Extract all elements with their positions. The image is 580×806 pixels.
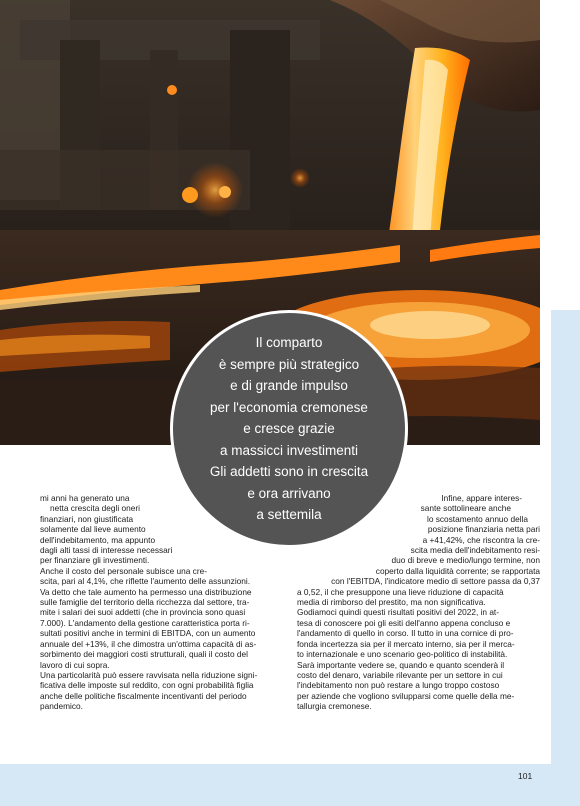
right-text-column: [297, 493, 540, 712]
body-text-line: netta crescita degli oneri: [50, 503, 140, 514]
body-text-line: Va detto che tale aumento ha permesso una distribuzione: [40, 586, 252, 597]
body-text-line: pandemico.: [40, 701, 83, 712]
body-text-line: Godiamoci quindi questi risultati positivi del 2022, in at-: [297, 607, 499, 618]
left-text-column: [40, 493, 275, 712]
body-text-line: l'indebitamento non può restare a lungo troppo costoso: [297, 680, 500, 691]
body-text-line: con l'EBITDA, l'indicatore medio di settore passa da 0,37: [331, 576, 540, 587]
body-text-line: fonda incertezza sia per il mercato interno, sia per il merca-: [297, 638, 515, 649]
body-text-line: l'andamento di quello in corso. Il tutto in una cornice di pro-: [297, 628, 514, 639]
body-text-line: per finanziare gli investimenti.: [40, 555, 150, 566]
body-text-line: media di rimborso del prestito, ma non significativa.: [297, 597, 486, 608]
headline-line: Il comparto: [255, 335, 323, 351]
body-text-line: mite i salari dei suoi addetti (che in provincia sono quasi: [40, 607, 246, 618]
body-text-line: a +41,42%, che riscontra la cre-: [422, 534, 540, 545]
body-text-line: mi anni ha generato una: [40, 493, 130, 503]
body-text-line: finanziari, non giustificata: [40, 513, 134, 524]
body-text-line: scita, pari al 4,1%, che riflette l'aumento delle assunzioni.: [40, 576, 251, 587]
body-text-line: sante sottolineare anche: [420, 503, 511, 514]
side-color-band: [551, 310, 580, 806]
headline-line: e cresce grazie: [243, 421, 335, 437]
body-text-line: solamente dal lieve aumento: [40, 524, 146, 535]
headline-line: e ora arrivano: [247, 485, 331, 501]
body-text-line: posizione finanziaria netta pari: [427, 524, 540, 535]
body-text-line: Infine, appare interes-: [441, 493, 522, 503]
headline-line: è sempre più strategico: [218, 356, 360, 372]
body-text-line: a 0,52, il che presuppone una lieve riduzione di capacità: [297, 586, 504, 597]
bottom-color-band: [0, 764, 580, 806]
body-text-line: to internazionale e uno scenario geo-politico di instabilità.: [297, 649, 508, 660]
body-text-line: lavoro di cui sopra.: [40, 659, 110, 670]
headline-line: Gli addetti sono in crescita: [209, 464, 369, 480]
headline-line: e di grande impulso: [230, 378, 348, 394]
body-text-line: tesa di conoscere poi gli esiti dell'anno appena concluso e: [297, 617, 511, 628]
body-text-line: per aziende che vogliono svilupparsi come quelle della me-: [297, 690, 515, 701]
body-text-line: lo scostamento annuo della: [426, 513, 528, 524]
body-text-line: dagli alti tassi di interesse necessari: [40, 545, 173, 556]
body-text-line: sorbimento dei maggiori costi strutturali, quali il costo del: [40, 649, 248, 660]
headline-line: per l'economia cremonese: [210, 399, 368, 415]
body-text-line: Una particolarità può essere ravvisata nella riduzione signi-: [40, 669, 258, 680]
body-text-line: anche delle politiche fiscalmente incentivanti del periodo: [40, 690, 247, 701]
body-text-line: ficativa delle imposte sul reddito, con ogni probabilità figlia: [40, 680, 254, 691]
page-number: 101: [518, 771, 533, 781]
headline-line: a massicci investimenti: [219, 442, 359, 458]
body-text-line: costo del denaro, variabile rilevante per un settore in cui: [297, 669, 503, 680]
body-text-line: Anche il costo del personale subisce una cre-: [40, 565, 207, 576]
body-text-line: Sarà importante vedere se, quando e quanto scenderà il: [297, 659, 505, 670]
body-text-line: sultati positivi anche in termini di EBITDA, con un aumento: [40, 628, 256, 639]
body-text-line: annuale del +13%, il che dimostra un'ottima capacità di as-: [40, 638, 257, 649]
body-text-line: scita media dell'indebitamento resi-: [410, 545, 540, 556]
body-text-line: dell'indebitamento, ma appunto: [40, 534, 156, 545]
body-text-line: tallurgia cremonese.: [297, 701, 372, 712]
body-text-line: 7.000). L'andamento della gestione caratteristica porta ri-: [40, 617, 250, 628]
headline-line: a settemila: [256, 507, 322, 523]
body-text-line: coperto dalla liquidità corrente; se rapportata: [375, 565, 540, 576]
body-text-line: sulle famiglie del territorio della ricchezza dal settore, tra-: [40, 597, 250, 608]
body-text-line: duo di breve e medio/lungo termine, non: [391, 555, 540, 566]
